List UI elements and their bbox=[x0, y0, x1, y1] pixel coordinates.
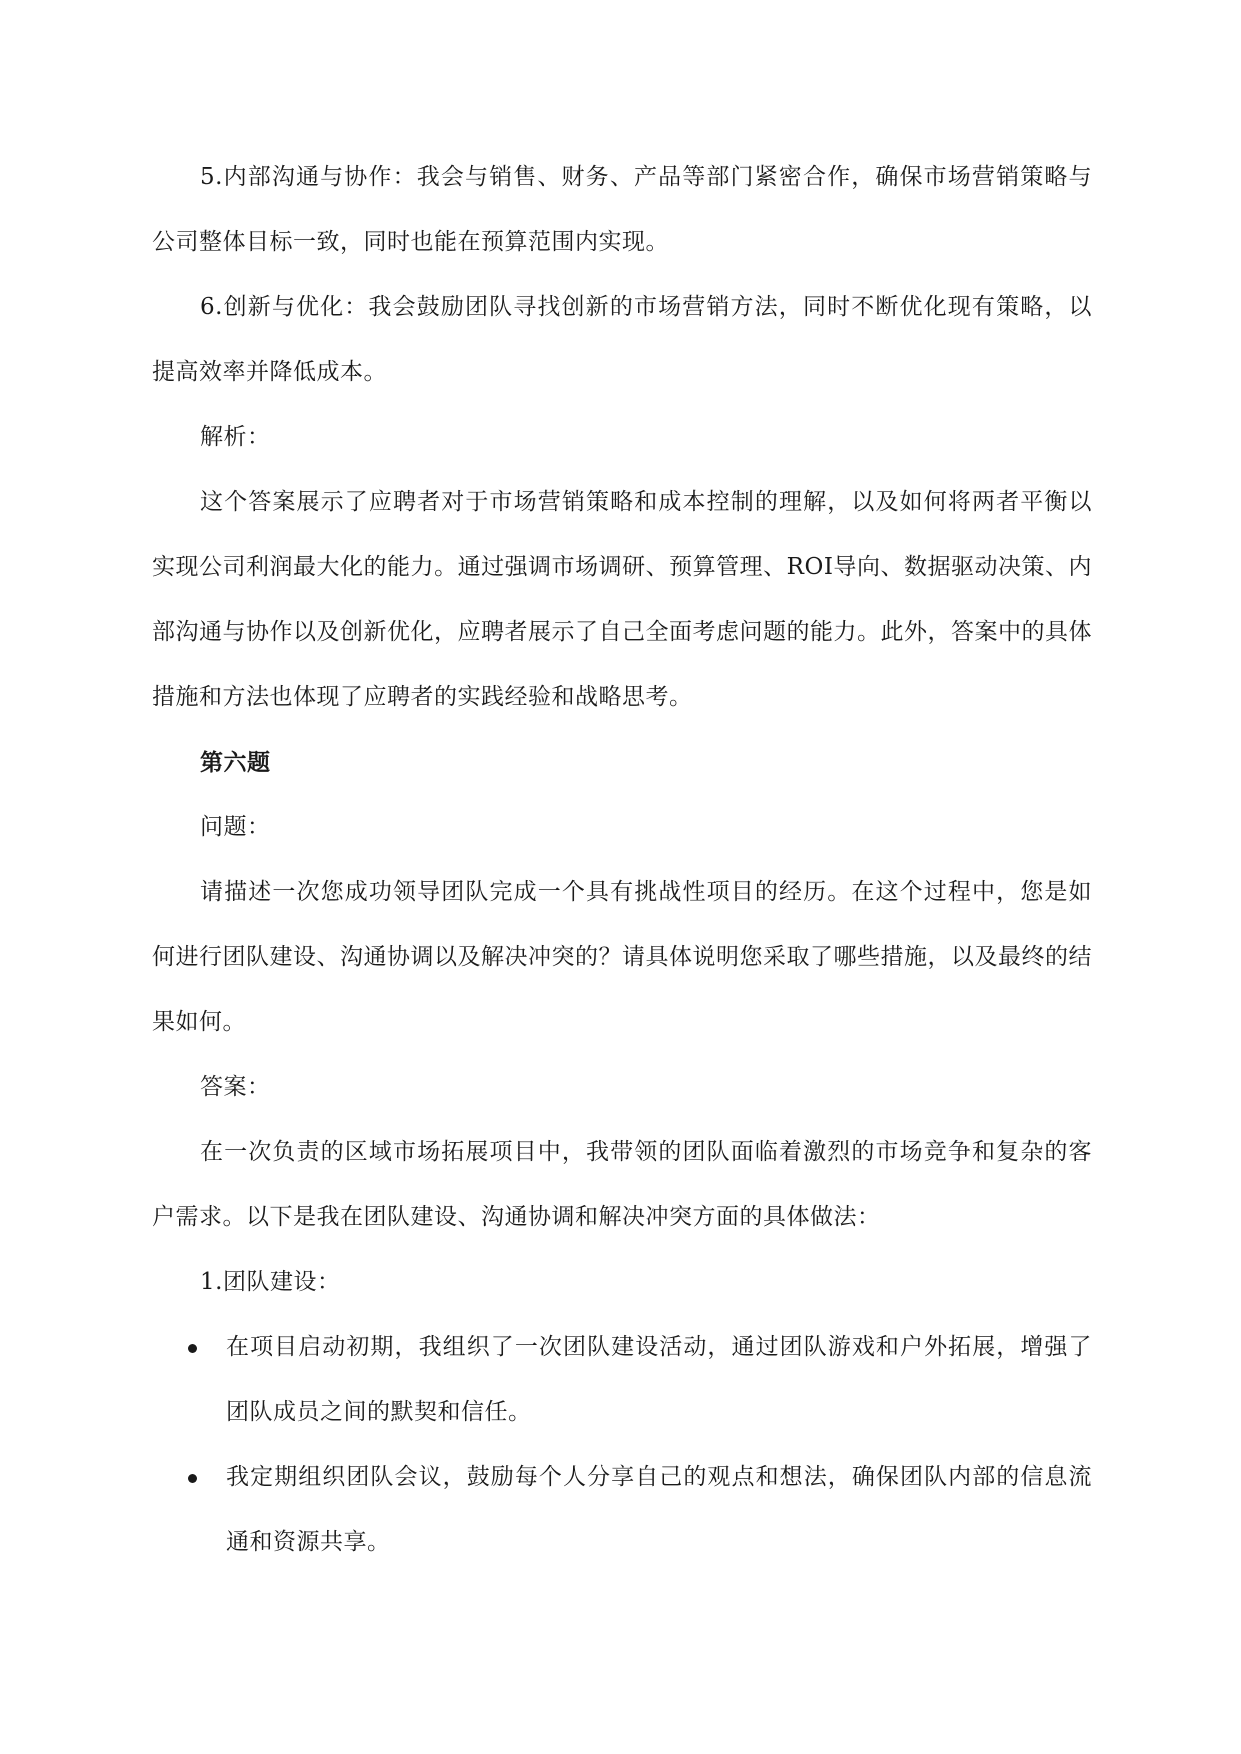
bullet-icon bbox=[188, 1474, 197, 1483]
answer-intro: 在一次负责的区域市场拓展项目中，我带领的团队面临着激烈的市场竞争和复杂的客户需求。以下是我在团队建设、沟通协调和解决冲突方面的具体做法： bbox=[152, 1139, 1092, 1230]
paragraph-innovation: 6.创新与优化：我会鼓励团队寻找创新的市场营销方法，同时不断优化现有策略，以提高效率并降低成本。 bbox=[152, 294, 1092, 385]
list-item-text: 我定期组织团队会议，鼓励每个人分享自己的观点和想法，确保团队内部的信息流通和资源共享。 bbox=[226, 1464, 1092, 1555]
question-text: 请描述一次您成功领导团队完成一个具有挑战性项目的经历。在这个过程中，您是如何进行团队建设、沟通协调以及解决冲突的？请具体说明您采取了哪些措施，以及最终的结果如何。 bbox=[152, 879, 1092, 1035]
bullet-icon bbox=[188, 1344, 197, 1353]
question-label: 问题： bbox=[200, 814, 271, 840]
list-item-text: 在项目启动初期，我组织了一次团队建设活动，通过团队游戏和户外拓展，增强了团队成员之间的默契和信任。 bbox=[226, 1334, 1092, 1425]
paragraph-analysis: 这个答案展示了应聘者对于市场营销策略和成本控制的理解，以及如何将两者平衡以实现公司利润最大化的能力。通过强调市场调研、预算管理、ROI导向、数据驱动决策、内部沟通与协作以及创新优化，应聘者展示了自己全面考虑问题的能力。此外，答案中的具体措施和方法也体现了应聘者的实践经验和战略思考。 bbox=[152, 489, 1092, 710]
document-body bbox=[152, 145, 1092, 1575]
analysis-label: 解析： bbox=[200, 424, 271, 450]
subheading-team-building: 1.团队建设： bbox=[200, 1269, 341, 1295]
answer-label: 答案： bbox=[200, 1074, 271, 1100]
section-heading: 第六题 bbox=[200, 749, 271, 776]
bullet-list bbox=[152, 1315, 1092, 1575]
paragraph-internal-communication: 5.内部沟通与协作：我会与销售、财务、产品等部门紧密合作，确保市场营销策略与公司整体目标一致，同时也能在预算范围内实现。 bbox=[152, 164, 1092, 255]
list-item bbox=[152, 1315, 1092, 1445]
list-item bbox=[152, 1445, 1092, 1575]
